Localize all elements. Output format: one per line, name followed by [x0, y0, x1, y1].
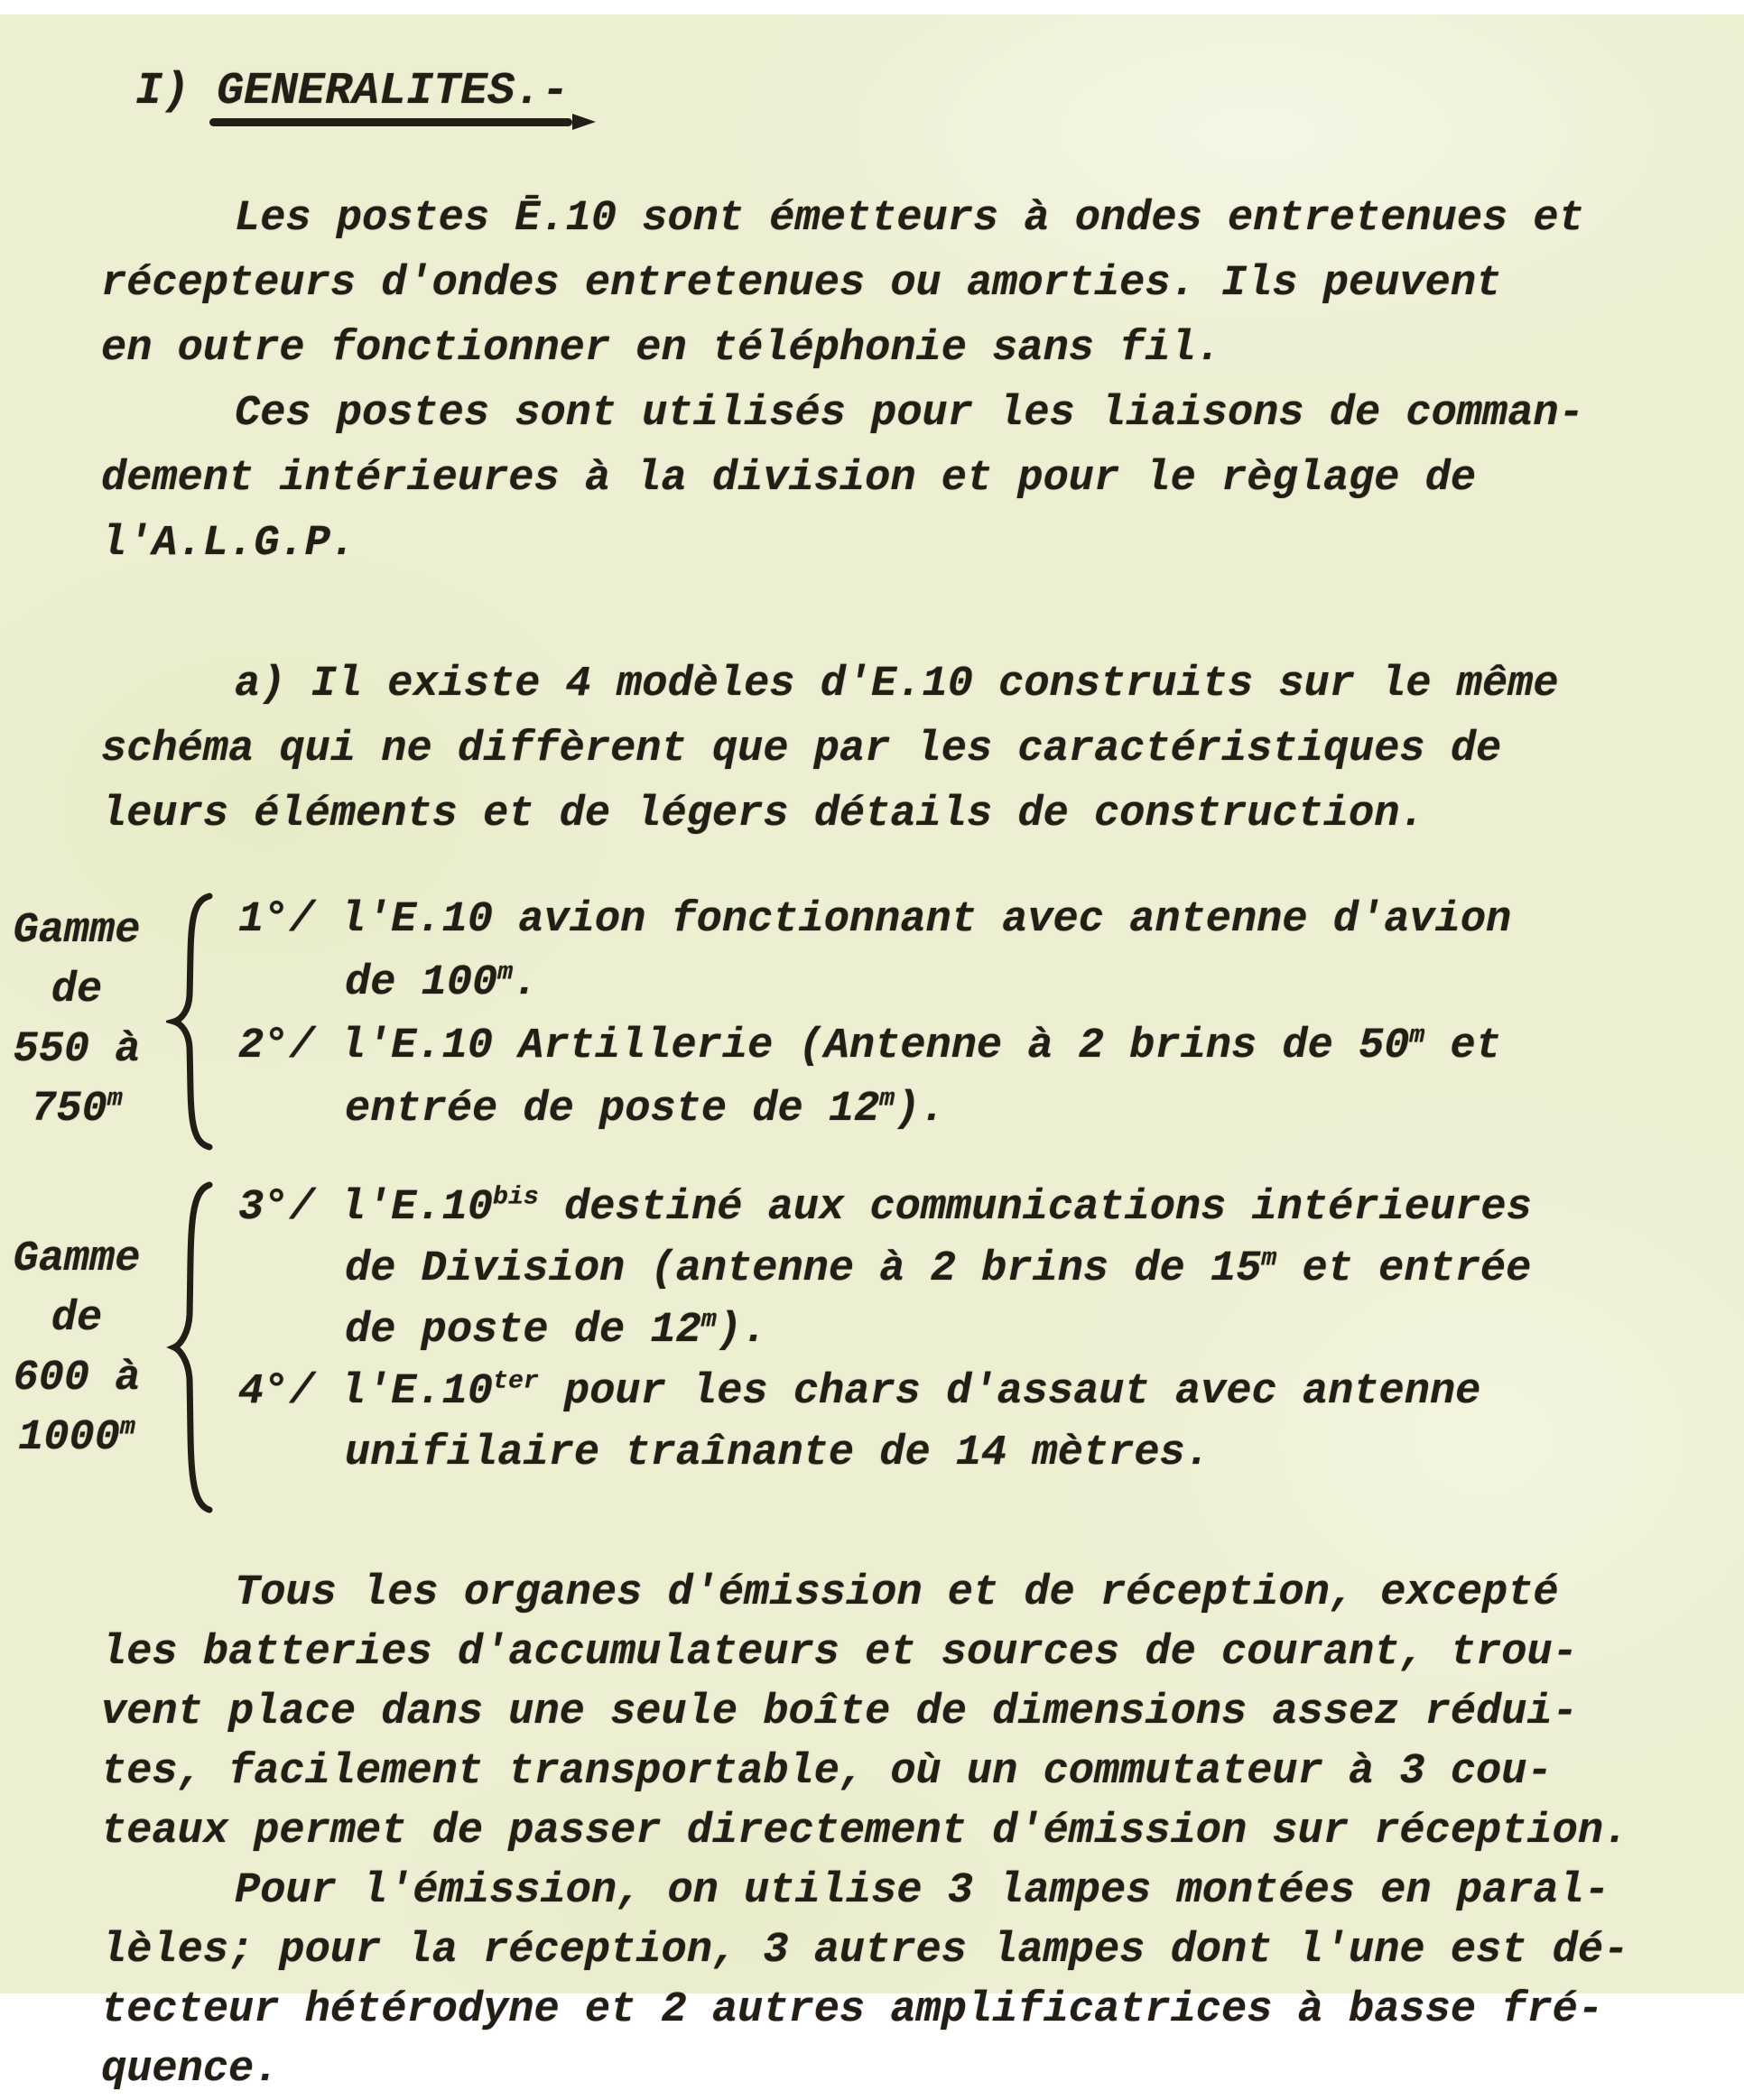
superscript: m	[1409, 1022, 1425, 1050]
text-line: 2°/ l'E.10 Artillerie (Antenne à 2 brins de 50$^m$ et	[238, 1022, 1501, 1070]
text-line: dement intérieures à la division et pour le règlage de	[101, 455, 1477, 503]
text-line: 750$^m$	[31, 1085, 123, 1133]
superscript: m	[107, 1085, 123, 1114]
text-line: entrée de poste de 12$^m$).	[345, 1085, 946, 1133]
text-line: Ces postes sont utilisés pour les liaisons de comman-	[235, 390, 1584, 438]
text-line: unifilaire traînante de 14 mètres.	[345, 1429, 1211, 1477]
heading-title: GENERALITES.-	[217, 66, 569, 128]
superscript: m	[879, 1085, 895, 1114]
range-group-600-1000	[0, 1178, 1744, 1485]
text-line: 1°/ l'E.10 avion fonctionnant avec antenne d'avion	[238, 896, 1512, 944]
text-line: 1000$^m$	[18, 1413, 135, 1462]
text-line: 3°/ $l'E.10^{bis}$ destiné aux communications intérieures	[238, 1183, 1532, 1232]
heading-numeral: I)	[135, 66, 218, 117]
text-line: 550 à	[13, 1026, 141, 1074]
range-items	[238, 1178, 1744, 1485]
text-line: tecteur hétérodyne et 2 autres amplificatrices à basse fré-	[101, 1986, 1604, 2034]
paragraph-models	[101, 652, 1744, 847]
curly-brace-icon	[166, 891, 222, 1152]
text-line: de	[51, 967, 103, 1014]
superscript: m	[1261, 1244, 1277, 1273]
range-items	[238, 889, 1744, 1142]
text-line: l'A.L.G.P.	[101, 520, 357, 568]
text-line: Gamme	[13, 907, 141, 955]
paragraph-lamps	[101, 1862, 1744, 2100]
text-line: Tous les organes d'émission et de réception, excepté	[235, 1569, 1559, 1617]
text-line: quence.	[101, 2046, 280, 2094]
text-line: Pour l'émission, on utilise 3 lampes montées en paral-	[235, 1867, 1610, 1915]
text-line: 4°/ $l'E.10^{ter}$ pour les chars d'assaut avec antenne	[238, 1367, 1481, 1416]
superscript: bis	[493, 1183, 539, 1212]
paragraph-organs	[101, 1564, 1744, 1862]
text-line: Gamme	[13, 1235, 141, 1283]
range-label	[0, 889, 153, 1142]
text-line: leurs éléments et de légers détails de construction.	[101, 791, 1425, 838]
text-line: les batteries d'accumulateurs et sources de courant, trou-	[101, 1629, 1578, 1677]
paragraph-usage	[101, 382, 1744, 577]
text-line: de	[51, 1295, 103, 1343]
text-line: de Division (antenne à 2 brins de 15$^m$ et entrée	[345, 1244, 1532, 1293]
text-line: récepteurs d'ondes entretenues ou amorties. Ils peuvent	[101, 260, 1502, 308]
range-label	[0, 1178, 153, 1485]
superscript: ter	[493, 1367, 539, 1396]
text-line: 600 à	[13, 1355, 141, 1402]
paragraph-intro	[101, 187, 1744, 382]
document-page	[0, 14, 1744, 2094]
text-line: de 100$^m$.	[345, 958, 539, 1007]
text-line: vent place dans une seule boîte de dimensions assez rédui-	[101, 1688, 1578, 1736]
section-heading	[27, 14, 1744, 180]
text-line: lèles; pour la réception, 3 autres lampes dont l'une est dé-	[101, 1927, 1629, 1975]
text-line: teaux permet de passer directement d'émission sur réception.	[101, 1808, 1629, 1855]
brace-column	[153, 1178, 238, 1485]
text-line: a) Il existe 4 modèles d'E.10 construits sur le même	[235, 661, 1559, 708]
curly-brace-icon	[166, 1180, 222, 1515]
superscript: m	[700, 1306, 717, 1335]
text-line: schéma qui ne diffèrent que par les caractéristiques de	[101, 726, 1502, 773]
superscript: m	[497, 958, 514, 987]
brace-column	[153, 889, 238, 1142]
text-line: tes, facilement transportable, où un commutateur à 3 cou-	[101, 1748, 1553, 1796]
text-line: de poste de 12$^m$).	[345, 1306, 768, 1355]
text-line: en outre fonctionner en téléphonie sans fil.	[101, 325, 1222, 373]
text-line: Les postes Ē.10 sont émetteurs à ondes entretenues et	[235, 195, 1584, 243]
superscript: m	[119, 1413, 135, 1442]
range-group-550-750	[0, 889, 1744, 1142]
